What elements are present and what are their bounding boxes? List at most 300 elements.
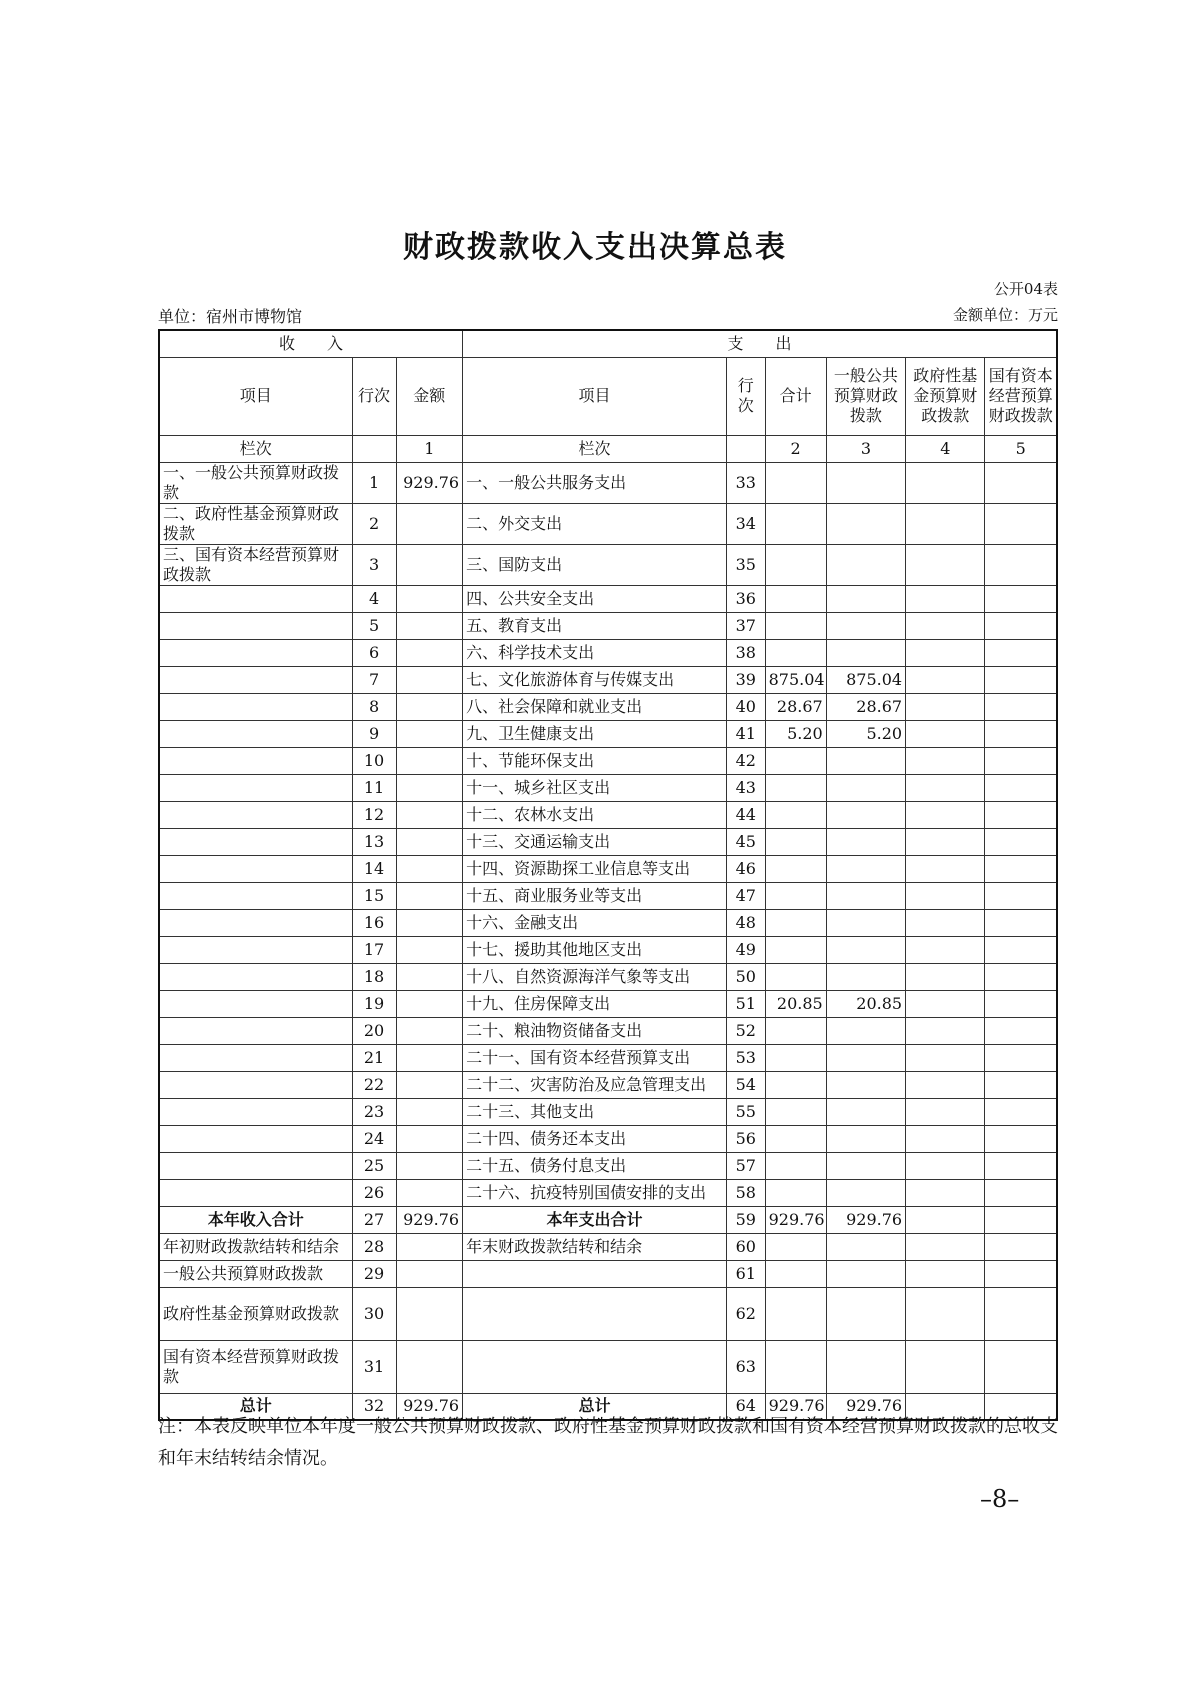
state-capital-amount [985,612,1057,639]
expense-item: 十、节能环保支出 [463,747,727,774]
expense-row-no: 40 [726,693,765,720]
income-item [159,828,352,855]
expense-total [765,1017,826,1044]
form-number: 公开04表 [993,280,1058,298]
income-amount [396,828,463,855]
income-amount [396,882,463,909]
income-amount [396,747,463,774]
fund-budget-amount [906,1017,985,1044]
expense-item: 二十四、债务还本支出 [463,1125,727,1152]
income-row-no: 28 [352,1233,396,1260]
table-row [159,503,1057,544]
income-amount-header: 金额 [396,357,463,435]
state-capital-amount [985,1071,1057,1098]
expense-row-no: 53 [726,1044,765,1071]
state-capital-amount [985,774,1057,801]
table-row [159,1340,1057,1393]
general-budget-amount [826,1071,905,1098]
unit-label: 单位：宿州市博物馆 [158,307,303,326]
income-item [159,1017,352,1044]
expense-row-no: 49 [726,936,765,963]
page-number: –8– [980,1485,1020,1513]
expense-item: 二十二、灾害防治及应急管理支出 [463,1071,727,1098]
table-row [159,828,1057,855]
state-capital-amount [985,666,1057,693]
empty-cell [352,435,396,462]
income-item: 总计 [159,1393,352,1420]
income-amount: 929.76 [396,1393,463,1420]
fund-budget-amount [906,828,985,855]
state-capital-amount [985,639,1057,666]
expense-item: 八、社会保障和就业支出 [463,693,727,720]
expense-item: 四、公共安全支出 [463,585,727,612]
expense-total: 875.04 [765,666,826,693]
income-item [159,801,352,828]
income-row-no: 13 [352,828,396,855]
income-row-no: 19 [352,990,396,1017]
general-budget-amount [826,801,905,828]
state-capital-amount [985,1152,1057,1179]
income-row-no: 2 [352,503,396,544]
expense-item: 十五、商业服务业等支出 [463,882,727,909]
general-budget-amount [826,1287,905,1340]
table-row [159,1017,1057,1044]
income-amount [396,963,463,990]
expense-total [765,1233,826,1260]
expense-total [765,1287,826,1340]
expense-row-no: 48 [726,909,765,936]
income-amount [396,503,463,544]
expense-item: 十三、交通运输支出 [463,828,727,855]
general-budget-amount: 929.76 [826,1393,905,1420]
income-row-no: 11 [352,774,396,801]
expense-total [765,1098,826,1125]
table-row [159,1071,1057,1098]
expense-total [765,909,826,936]
expense-row-no: 41 [726,720,765,747]
expense-total [765,828,826,855]
fund-budget-amount [906,990,985,1017]
total-header: 合计 [765,357,826,435]
expense-item-header: 项目 [463,357,727,435]
general-budget-amount [826,544,905,585]
table-row [159,544,1057,585]
income-amount [396,585,463,612]
section-header-row [159,330,1057,357]
expense-row-no: 63 [726,1340,765,1393]
table-note: 注：本表反映单位本年度一般公共预算财政拨款、政府性基金预算财政拨款和国有资本经营预算财政拨款的总收支和年末结转结余情况。 [158,1416,1058,1469]
income-row-no: 15 [352,882,396,909]
income-item [159,693,352,720]
general-budget-amount: 875.04 [826,666,905,693]
expense-row-no: 50 [726,963,765,990]
income-row-no: 20 [352,1017,396,1044]
table-row [159,801,1057,828]
income-col-label: 栏次 [159,435,352,462]
table-row [159,612,1057,639]
expense-row-no: 45 [726,828,765,855]
state-capital-amount [985,909,1057,936]
expense-total [765,1044,826,1071]
state-capital-amount [985,1206,1057,1233]
expense-row-no: 42 [726,747,765,774]
expense-row-no: 46 [726,855,765,882]
fund-budget-amount [906,1044,985,1071]
expense-item: 六、科学技术支出 [463,639,727,666]
table-row [159,1233,1057,1260]
income-item [159,1098,352,1125]
table-row [159,462,1057,503]
expense-row-no: 59 [726,1206,765,1233]
fund-budget-amount [906,693,985,720]
expense-row-no: 43 [726,774,765,801]
state-capital-amount [985,720,1057,747]
state-capital-amount [985,855,1057,882]
expense-total [765,1071,826,1098]
expense-col-label: 栏次 [463,435,727,462]
income-amount [396,693,463,720]
state-capital-amount [985,1044,1057,1071]
state-capital-amount [985,828,1057,855]
general-budget-amount [826,882,905,909]
state-capital-amount [985,747,1057,774]
expense-row-no: 33 [726,462,765,503]
table-row [159,1179,1057,1206]
expense-item: 二十一、国有资本经营预算支出 [463,1044,727,1071]
income-item: 本年收入合计 [159,1206,352,1233]
income-item [159,666,352,693]
income-row-no: 1 [352,462,396,503]
general-budget-amount [826,1098,905,1125]
expense-total [765,544,826,585]
table-row [159,963,1057,990]
state-capital-amount [985,882,1057,909]
general-budget-amount: 5.20 [826,720,905,747]
col-index-1: 1 [396,435,463,462]
income-row-no: 6 [352,639,396,666]
state-capital-amount [985,1233,1057,1260]
general-budget-amount: 20.85 [826,990,905,1017]
income-item [159,1071,352,1098]
table-row [159,1260,1057,1287]
fund-budget-amount [906,639,985,666]
income-item [159,1044,352,1071]
income-row-no: 16 [352,909,396,936]
fund-budget-amount [906,1098,985,1125]
table-row [159,936,1057,963]
expense-total [765,1152,826,1179]
fund-budget-amount [906,1233,985,1260]
state-capital-header: 国有资本经营预算财政拨款 [985,357,1057,435]
expense-item: 五、教育支出 [463,612,727,639]
income-amount [396,1233,463,1260]
income-item: 一般公共预算财政拨款 [159,1260,352,1287]
income-amount [396,639,463,666]
expense-total [765,855,826,882]
expense-total [765,747,826,774]
general-budget-header: 一般公共预算财政拨款 [826,357,905,435]
state-capital-amount [985,990,1057,1017]
table-row [159,909,1057,936]
expense-total [765,1179,826,1206]
income-item [159,774,352,801]
income-amount [396,1260,463,1287]
expense-item: 十一、城乡社区支出 [463,774,727,801]
expense-row-no: 62 [726,1287,765,1340]
fund-budget-amount [906,544,985,585]
expense-item: 九、卫生健康支出 [463,720,727,747]
expense-total [765,1125,826,1152]
state-capital-amount [985,585,1057,612]
expense-row-no: 36 [726,585,765,612]
expense-item: 本年支出合计 [463,1206,727,1233]
income-amount [396,774,463,801]
state-capital-amount [985,462,1057,503]
expense-item: 二十三、其他支出 [463,1098,727,1125]
expense-row-no: 58 [726,1179,765,1206]
fund-budget-amount [906,936,985,963]
general-budget-amount [826,585,905,612]
expense-item: 十八、自然资源海洋气象等支出 [463,963,727,990]
expense-total [765,936,826,963]
general-budget-amount [826,909,905,936]
expense-row-no: 35 [726,544,765,585]
table-row [159,1287,1057,1340]
income-row-no: 9 [352,720,396,747]
fund-budget-amount [906,1206,985,1233]
income-item [159,747,352,774]
general-budget-amount [826,1017,905,1044]
income-row-no: 7 [352,666,396,693]
income-row-no: 18 [352,963,396,990]
table-row [159,990,1057,1017]
income-item: 国有资本经营预算财政拨款 [159,1340,352,1393]
expense-item: 总计 [463,1393,727,1420]
fund-budget-amount [906,1179,985,1206]
expense-row-no: 34 [726,503,765,544]
expense-row-no: 61 [726,1260,765,1287]
income-amount [396,1179,463,1206]
income-row-no: 25 [352,1152,396,1179]
general-budget-amount: 28.67 [826,693,905,720]
expense-total: 28.67 [765,693,826,720]
table-row [159,882,1057,909]
empty-cell [726,435,765,462]
income-row-no: 21 [352,1044,396,1071]
table-row [159,639,1057,666]
general-budget-amount [826,855,905,882]
state-capital-amount [985,801,1057,828]
fund-budget-amount [906,747,985,774]
expense-item: 二、外交支出 [463,503,727,544]
state-capital-amount [985,693,1057,720]
expense-item [463,1260,727,1287]
expense-total: 929.76 [765,1206,826,1233]
expense-total [765,1260,826,1287]
general-budget-amount [826,747,905,774]
table-row [159,1206,1057,1233]
income-row-no: 17 [352,936,396,963]
state-capital-amount [985,1017,1057,1044]
income-item [159,909,352,936]
income-row-no: 4 [352,585,396,612]
state-capital-amount [985,544,1057,585]
income-item: 二、政府性基金预算财政拨款 [159,503,352,544]
expense-total: 5.20 [765,720,826,747]
fund-budget-amount [906,1287,985,1340]
income-row-no: 30 [352,1287,396,1340]
income-row-no: 24 [352,1125,396,1152]
fund-budget-amount [906,1071,985,1098]
expense-item: 七、文化旅游体育与传媒支出 [463,666,727,693]
table-row [159,1152,1057,1179]
state-capital-amount [985,1340,1057,1393]
expense-row-no: 44 [726,801,765,828]
income-item: 年初财政拨款结转和结余 [159,1233,352,1260]
income-row-no: 12 [352,801,396,828]
expense-row-no: 60 [726,1233,765,1260]
table-row [159,720,1057,747]
general-budget-amount [826,1233,905,1260]
expense-row-no: 55 [726,1098,765,1125]
fund-budget-amount [906,963,985,990]
expense-total: 929.76 [765,1393,826,1420]
income-item [159,639,352,666]
fund-budget-amount [906,503,985,544]
general-budget-amount [826,1044,905,1071]
income-item [159,963,352,990]
expense-item: 十九、住房保障支出 [463,990,727,1017]
general-budget-amount [826,828,905,855]
expense-row-no: 56 [726,1125,765,1152]
expense-row-no: 39 [726,666,765,693]
expense-item: 二十五、债务付息支出 [463,1152,727,1179]
state-capital-amount [985,1125,1057,1152]
income-item: 政府性基金预算财政拨款 [159,1287,352,1340]
table-row [159,1044,1057,1071]
income-amount [396,801,463,828]
income-row-no: 14 [352,855,396,882]
income-amount [396,666,463,693]
income-amount [396,720,463,747]
general-budget-amount [826,1152,905,1179]
income-amount [396,855,463,882]
expense-total [765,462,826,503]
income-item [159,990,352,1017]
fund-budget-amount [906,909,985,936]
income-amount [396,1125,463,1152]
expense-total [765,503,826,544]
fund-budget-amount [906,1125,985,1152]
state-capital-amount [985,1179,1057,1206]
general-budget-amount [826,1260,905,1287]
fiscal-appropriation-table [158,329,1058,1421]
income-amount [396,612,463,639]
expense-total [765,639,826,666]
expense-item: 二十六、抗疫特别国债安排的支出 [463,1179,727,1206]
income-row-no: 10 [352,747,396,774]
expense-total [765,801,826,828]
expense-item: 一、一般公共服务支出 [463,462,727,503]
fund-budget-header: 政府性基金预算财政拨款 [906,357,985,435]
expense-total [765,585,826,612]
expense-item [463,1340,727,1393]
general-budget-amount [826,1340,905,1393]
income-row-no: 27 [352,1206,396,1233]
income-item [159,1152,352,1179]
expense-item: 年末财政拨款结转和结余 [463,1233,727,1260]
expense-row-no: 47 [726,882,765,909]
expense-total [765,1340,826,1393]
income-row-no: 31 [352,1340,396,1393]
column-index-row [159,435,1057,462]
general-budget-amount: 929.76 [826,1206,905,1233]
state-capital-amount [985,1260,1057,1287]
expense-item [463,1287,727,1340]
income-amount [396,1152,463,1179]
income-amount [396,1098,463,1125]
table-row [159,855,1057,882]
expense-row-no: 37 [726,612,765,639]
state-capital-amount [985,1287,1057,1340]
income-row-no-header: 行次 [352,357,396,435]
table-row [159,747,1057,774]
general-budget-amount [826,1179,905,1206]
income-item [159,1125,352,1152]
general-budget-amount [826,963,905,990]
fund-budget-amount [906,1260,985,1287]
fund-budget-amount [906,774,985,801]
income-item: 一、一般公共预算财政拨款 [159,462,352,503]
income-amount [396,1287,463,1340]
fund-budget-amount [906,1340,985,1393]
income-item [159,1179,352,1206]
expense-total [765,882,826,909]
income-amount: 929.76 [396,1206,463,1233]
expense-item: 十六、金融支出 [463,909,727,936]
fund-budget-amount [906,720,985,747]
col-index-4: 4 [906,435,985,462]
fund-budget-amount [906,882,985,909]
table-row [159,585,1057,612]
income-row-no: 32 [352,1393,396,1420]
general-budget-amount [826,462,905,503]
fund-budget-amount [906,1152,985,1179]
income-section-header: 收 入 [159,330,463,357]
col-index-5: 5 [985,435,1057,462]
general-budget-amount [826,503,905,544]
fund-budget-amount [906,585,985,612]
state-capital-amount [985,1098,1057,1125]
income-row-no: 3 [352,544,396,585]
income-item [159,936,352,963]
expense-item: 二十、粮油物资储备支出 [463,1017,727,1044]
state-capital-amount [985,503,1057,544]
general-budget-amount [826,639,905,666]
general-budget-amount [826,1125,905,1152]
income-row-no: 22 [352,1071,396,1098]
general-budget-amount [826,612,905,639]
fund-budget-amount [906,462,985,503]
expense-row-no: 51 [726,990,765,1017]
expense-section-header: 支 出 [463,330,1057,357]
income-row-no: 29 [352,1260,396,1287]
income-amount [396,909,463,936]
income-row-no: 5 [352,612,396,639]
income-item [159,882,352,909]
income-row-no: 26 [352,1179,396,1206]
income-amount [396,1017,463,1044]
